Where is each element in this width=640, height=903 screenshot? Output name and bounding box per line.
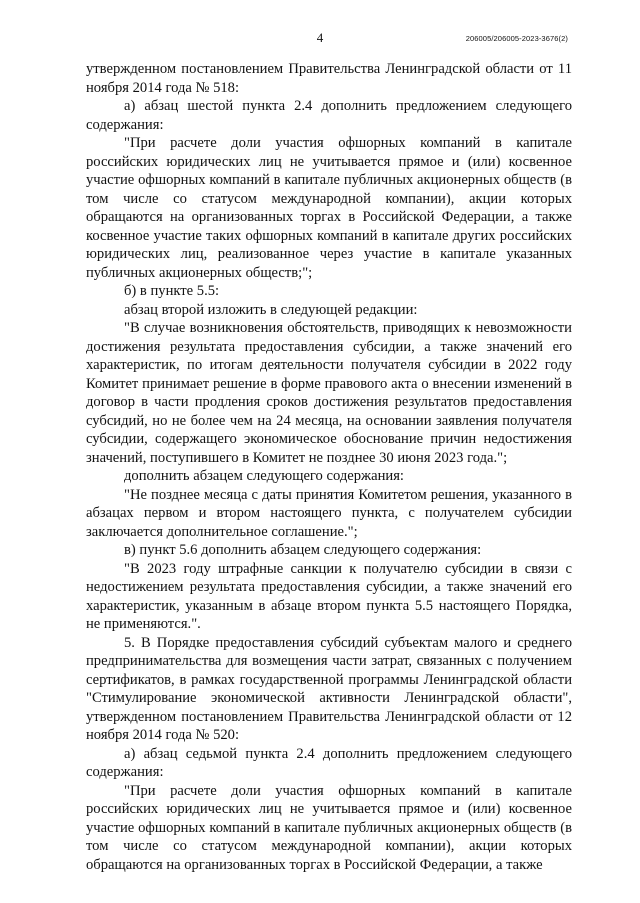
paragraph-second-abzac: абзац второй изложить в следующей редакции:	[124, 301, 418, 318]
document-body	[86, 60, 572, 874]
paragraph-quote-circumstances: "В случае возникновения обстоятельств, приводящих к невозможности достижения результата предоставления субсидии, а также значений его характеристик, по итогам деятельности получателя субсидии в 2022 году Комитет принимает решение в форме правового акта о внесении изменений в договор в части продления сроков достижения результатов предоставления субсидий, но не более чем на 24 месяца, на основании заявления получателя субсидии, содержащего экономическое обоснование причин недостижения значений, поступившего в Комитет не позднее 30 июня 2023 года.";	[86, 320, 572, 466]
paragraph-item-b: б) в пункте 5.5:	[124, 283, 220, 299]
paragraph-item-a-2: а) абзац седьмой пункта 2.4 дополнить предложением следующего содержания:	[86, 745, 572, 780]
page-number: 4	[316, 30, 324, 45]
paragraph-continuation: утвержденном постановлением Правительства Ленинградской области от 11 ноября 2014 года № 518:	[86, 61, 572, 96]
paragraph-item-a: а) абзац шестой пункта 2.4 дополнить предложением следующего содержания:	[86, 98, 572, 133]
document-reference: 206005/206005-2023-3676(2)	[465, 34, 568, 43]
paragraph-section-5: 5. В Порядке предоставления субсидий субъектам малого и среднего предпринимательства для возмещения части затрат, связанных с получением сертификатов, в рамках государственной программы Ленинградской области "Стимулирование экономической активности Ленинградской области", утвержденном постановлением Правительства Ленинградской области от 12 ноября 2014 года № 520:	[86, 634, 572, 743]
paragraph-quote-agreement: "Не позднее месяца с даты принятия Комитетом решения, указанного в абзацах первом и втором настоящего пункта, с получателем субсидии заключается дополнительное соглашение.";	[86, 486, 572, 540]
paragraph-quote-penalties: "В 2023 году штрафные санкции к получателю субсидии в связи с недостижением результата предоставления субсидии, а также значений его характеристик, указанным в абзаце втором пункта 5.5 настоящего Порядка, не применяются.".	[86, 560, 572, 632]
paragraph-add-abzac: дополнить абзацем следующего содержания:	[124, 468, 404, 484]
paragraph-item-v: в) пункт 5.6 дополнить абзацем следующего содержания:	[124, 542, 482, 558]
paragraph-quote-offshore-2: "При расчете доли участия офшорных компаний в капитале российских юридических лиц не учитывается прямое и (или) косвенное участие офшорных компаний в капитале публичных акционерных обществ (в том числе со статусом международной компании), акции которых обращаются на организованных торгах в Российской Федерации, а также	[86, 782, 572, 873]
paragraph-quote-offshore: "При расчете доли участия офшорных компаний в капитале российских юридических лиц не учитывается прямое и (или) косвенное участие офшорных компаний в капитале публичных акционерных обществ (в том числе со статусом международной компании), акции которых обращаются на организованных торгах в Российской Федерации, а также косвенное участие таких офшорных компаний в капитале других российских юридических лиц, реализованное через участие в капитале указанных публичных акционерных обществ;";	[86, 135, 572, 281]
